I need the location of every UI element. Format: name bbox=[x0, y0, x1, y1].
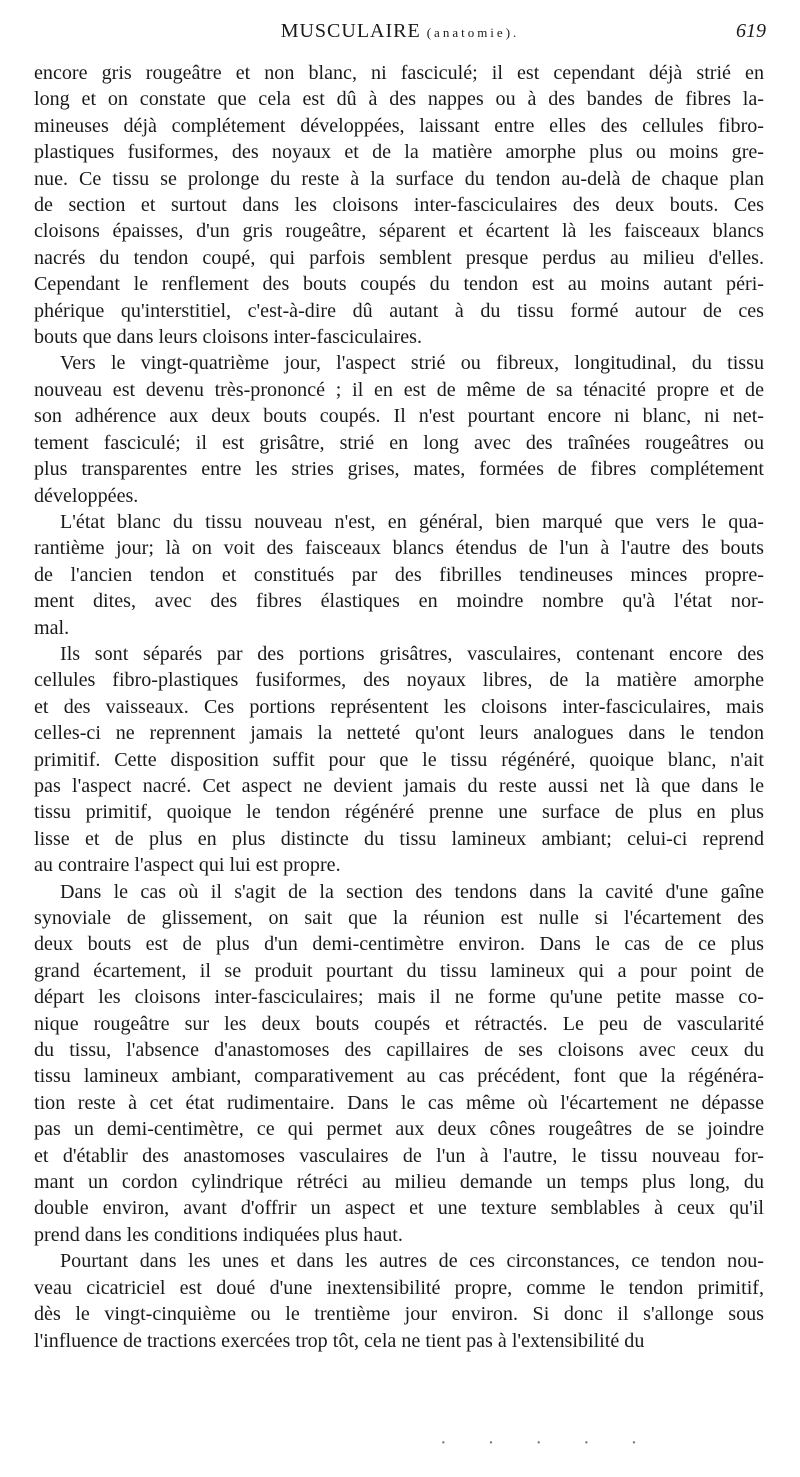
text-line: lisse et de plus en plus distincte du tissu lamineux ambiant; celui-ci reprend bbox=[34, 827, 764, 850]
running-title-main: MUSCULAIRE bbox=[280, 20, 421, 42]
text-line: développées. bbox=[34, 484, 139, 507]
text-line: et d'établir des anastomoses vasculaires de l'un à l'autre, le tissu nouveau for- bbox=[34, 1144, 764, 1167]
text-line: encore gris rougeâtre et non blanc, ni fasciculé; il est cependant déjà strié en bbox=[34, 62, 764, 84]
text-line: Dans le cas où il s'agit de la section des tendons dans la cavité d'une gaîne bbox=[60, 880, 764, 903]
text-line: Pourtant dans les unes et dans les autres de ces circonstances, ce tendon nou- bbox=[60, 1250, 764, 1273]
paragraph bbox=[34, 350, 764, 508]
text-line: tissu lamineux ambiant, comparativement au cas précédent, font que la régénéra- bbox=[34, 1065, 764, 1088]
text-line: nue. Ce tissu se prolonge du reste à la surface du tendon au-delà de chaque plan bbox=[34, 167, 764, 190]
paragraph bbox=[34, 509, 764, 641]
text-line: tissu primitif, quoique le tendon régénéré prenne une surface de plus en plus bbox=[34, 801, 764, 824]
text-line: bouts que dans leurs cloisons inter-fasciculaires. bbox=[34, 326, 422, 349]
text-line: celles-ci ne reprennent jamais la netteté qu'ont leurs analogues dans le tendon bbox=[34, 722, 764, 745]
text-line: deux bouts est de plus d'un demi-centimètre environ. Dans le cas de ce plus bbox=[34, 933, 764, 956]
text-line: phérique qu'interstitiel, c'est-à-dire dû autant à du tissu formé autour de ces bbox=[34, 299, 764, 322]
running-head bbox=[34, 10, 766, 50]
text-line: cellules fibro-plastiques fusiformes, des noyaux libres, de la matière amorphe bbox=[34, 669, 764, 692]
text-line: de l'ancien tendon et constitués par des fibrilles tendineuses minces propre- bbox=[34, 563, 764, 586]
text-line: prend dans les conditions indiquées plus haut. bbox=[34, 1223, 403, 1246]
paragraph bbox=[34, 1248, 764, 1354]
text-line: dès le vingt-cinquième ou le trentième jour environ. Si donc il s'allonge sous bbox=[34, 1303, 764, 1326]
text-line: plastiques fusiformes, des noyaux et de la matière amorphe plus ou moins gre- bbox=[34, 141, 764, 164]
text-line: mineuses déjà complétement développées, laissant entre elles des cellules fibro- bbox=[34, 114, 764, 137]
text-line: départ les cloisons inter-fasciculaires; mais il ne forme qu'une petite masse co- bbox=[34, 986, 764, 1009]
text-line: l'influence de tractions exercées trop tôt, cela ne tient pas à l'extensibilité du bbox=[34, 1329, 645, 1352]
text-line: Cependant le renflement des bouts coupés du tendon est au moins autant péri- bbox=[34, 273, 764, 296]
text-line: du tissu, l'absence d'anastomoses des capillaires de ses cloisons avec ceux du bbox=[34, 1039, 764, 1062]
text-line: nique rougeâtre sur les deux bouts coupés et rétractés. Le peu de vascularité bbox=[34, 1012, 764, 1035]
text-line: tion reste à cet état rudimentaire. Dans le cas même où l'écartement ne dépasse bbox=[34, 1091, 764, 1114]
body-text bbox=[34, 60, 764, 1354]
paragraph bbox=[34, 641, 764, 879]
text-line: Vers le vingt-quatrième jour, l'aspect strié ou fibreux, longitudinal, du tissu bbox=[60, 352, 764, 375]
text-line: cloisons épaisses, d'un gris rougeâtre, séparent et écartent là les faisceaux blancs bbox=[34, 220, 764, 243]
paragraph bbox=[34, 60, 764, 350]
text-line: plus transparentes entre les stries grises, mates, formées de fibres complétement bbox=[34, 458, 764, 481]
text-line: long et on constate que cela est dû à des nappes ou à des bandes de fibres la- bbox=[34, 88, 764, 111]
text-line: Ils sont séparés par des portions grisâtres, vasculaires, contenant encore des bbox=[60, 642, 764, 665]
text-line: son adhérence aux deux bouts coupés. Il n'est pourtant encore ni blanc, ni net- bbox=[34, 405, 764, 428]
text-line: primitif. Cette disposition suffit pour que le tissu régénéré, quoique blanc, n'ait bbox=[34, 748, 764, 771]
text-line: pas l'aspect nacré. Cet aspect ne devient jamais du reste aussi net là que dans le bbox=[34, 774, 764, 797]
text-line: ment dites, avec des fibres élastiques en moindre nombre qu'à l'état nor- bbox=[34, 590, 764, 613]
running-title bbox=[34, 20, 766, 43]
text-line: au contraire l'aspect qui lui est propre. bbox=[34, 854, 341, 877]
text-line: tement fasciculé; il est grisâtre, strié en long avec des traînées rougeâtres ou bbox=[34, 431, 764, 454]
text-line: veau cicatriciel est doué d'une inextensibilité propre, comme le tendon primitif, bbox=[34, 1276, 764, 1299]
text-line: grand écartement, il se produit pourtant du tissu lamineux qui a pour point de bbox=[34, 959, 764, 982]
text-line: et des vaisseaux. Ces portions représentent les cloisons inter-fasciculaires, mais bbox=[34, 695, 764, 718]
paragraph bbox=[34, 879, 764, 1249]
text-line: double environ, avant d'offrir un aspect et une texture semblables à ceux qu'il bbox=[34, 1197, 764, 1220]
text-line: synoviale de glissement, on sait que la réunion est nulle si l'écartement des bbox=[34, 907, 764, 929]
page-number: 619 bbox=[736, 20, 766, 42]
text-line: L'état blanc du tissu nouveau n'est, en général, bien marqué que vers le qua- bbox=[60, 510, 764, 533]
text-line: rantième jour; là on voit des faisceaux blancs étendus de l'un à l'autre des bouts bbox=[34, 537, 764, 560]
text-line: mal. bbox=[34, 616, 70, 639]
bottom-dot-marks: · · · · · bbox=[440, 1432, 656, 1454]
text-line: pas un demi-centimètre, ce qui permet aux deux cônes rougeâtres de se joindre bbox=[34, 1118, 764, 1141]
text-line: nouveau est devenu très-prononcé ; il en est de même de sa ténacité propre et de bbox=[34, 378, 764, 401]
text-line: nacrés du tendon coupé, qui parfois semblent presque perdus au milieu d'elles. bbox=[34, 246, 764, 269]
text-line: mant un cordon cylindrique rétréci au milieu demande un temps plus long, du bbox=[34, 1171, 764, 1194]
running-title-paren: (anatomie). bbox=[426, 25, 520, 40]
text-line: de section et surtout dans les cloisons inter-fasciculaires des deux bouts. Ces bbox=[34, 194, 764, 217]
